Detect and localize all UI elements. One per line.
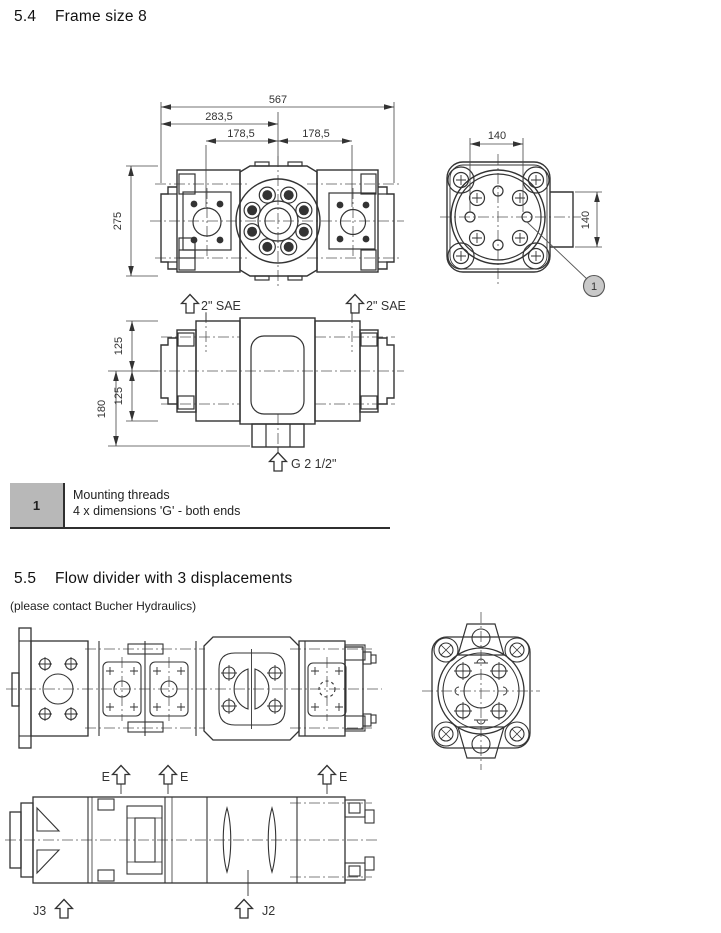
frame8-port-arrows bbox=[182, 295, 406, 314]
callout-1-number: 1 bbox=[590, 281, 598, 293]
port-label-left: 2" SAE bbox=[201, 299, 241, 313]
legend-key-cell: 1 bbox=[10, 483, 65, 527]
flow-divider-side-view bbox=[5, 797, 380, 896]
e-port-label3: E bbox=[339, 770, 348, 784]
j2-port-label: J2 bbox=[262, 904, 276, 918]
frame8-top-view bbox=[150, 156, 404, 286]
callout-1 bbox=[527, 222, 605, 297]
fd-end-corner-bolts bbox=[434, 638, 529, 746]
section-55-note: (please contact Bucher Hydraulics) bbox=[10, 599, 197, 613]
frame8-inner-bolts bbox=[465, 186, 532, 250]
frame8-end-view bbox=[440, 154, 581, 284]
dim-pitch-left: 178,5 bbox=[227, 128, 255, 140]
e-port-arrow2-icon bbox=[160, 766, 177, 785]
flow-divider-j-ports bbox=[33, 900, 275, 919]
dim-bolt-spacing-v: 140 bbox=[580, 210, 592, 230]
e-port-arrow3-icon bbox=[319, 766, 336, 785]
j2-port-arrow-icon bbox=[236, 900, 253, 919]
frame8-side-dimensions bbox=[108, 321, 250, 446]
flow-divider-e-ports bbox=[102, 766, 348, 795]
e-port-arrow1-icon bbox=[113, 766, 130, 785]
flow-divider-top-view bbox=[6, 628, 382, 748]
j3-port-arrow-icon bbox=[56, 900, 73, 919]
port-label-bottom: G 2 1/2" bbox=[291, 457, 337, 471]
frame8-side-view bbox=[150, 312, 404, 456]
dim-center-offset: 283,5 bbox=[205, 111, 233, 123]
port-label-right: 2" SAE bbox=[366, 299, 406, 313]
dim-port-height-bottom: 125 bbox=[113, 386, 125, 406]
port-arrow-bottom-icon bbox=[270, 453, 287, 472]
e-port-label2: E bbox=[180, 770, 189, 784]
fd-center-bolts bbox=[221, 665, 283, 714]
frame8-bottom-port bbox=[270, 453, 337, 472]
dim-pitch-right: 178,5 bbox=[302, 128, 330, 140]
section-55-title: Flow divider with 3 displacements bbox=[55, 570, 293, 587]
port-arrow-left-icon bbox=[182, 295, 199, 314]
legend-line2: 4 x dimensions 'G' - both ends bbox=[73, 504, 241, 518]
dim-port-height-top: 125 bbox=[113, 336, 125, 356]
port-arrow-right-icon bbox=[347, 295, 364, 314]
section-55-number: 5.5 bbox=[14, 570, 37, 587]
legend-line1: Mounting threads bbox=[73, 488, 170, 502]
section-54-number: 5.4 bbox=[14, 8, 37, 25]
dim-overall-length: 567 bbox=[268, 94, 288, 106]
dim-body-height: 275 bbox=[112, 211, 124, 231]
frame8-corner-bolts bbox=[448, 167, 549, 269]
j3-port-label: J3 bbox=[33, 904, 47, 918]
flow-divider-end-view bbox=[422, 612, 540, 770]
dim-bolt-spacing-h: 140 bbox=[487, 130, 507, 142]
e-port-label1: E bbox=[101, 770, 110, 784]
dim-base-height: 180 bbox=[96, 399, 108, 419]
section-54-title: Frame size 8 bbox=[55, 8, 147, 25]
